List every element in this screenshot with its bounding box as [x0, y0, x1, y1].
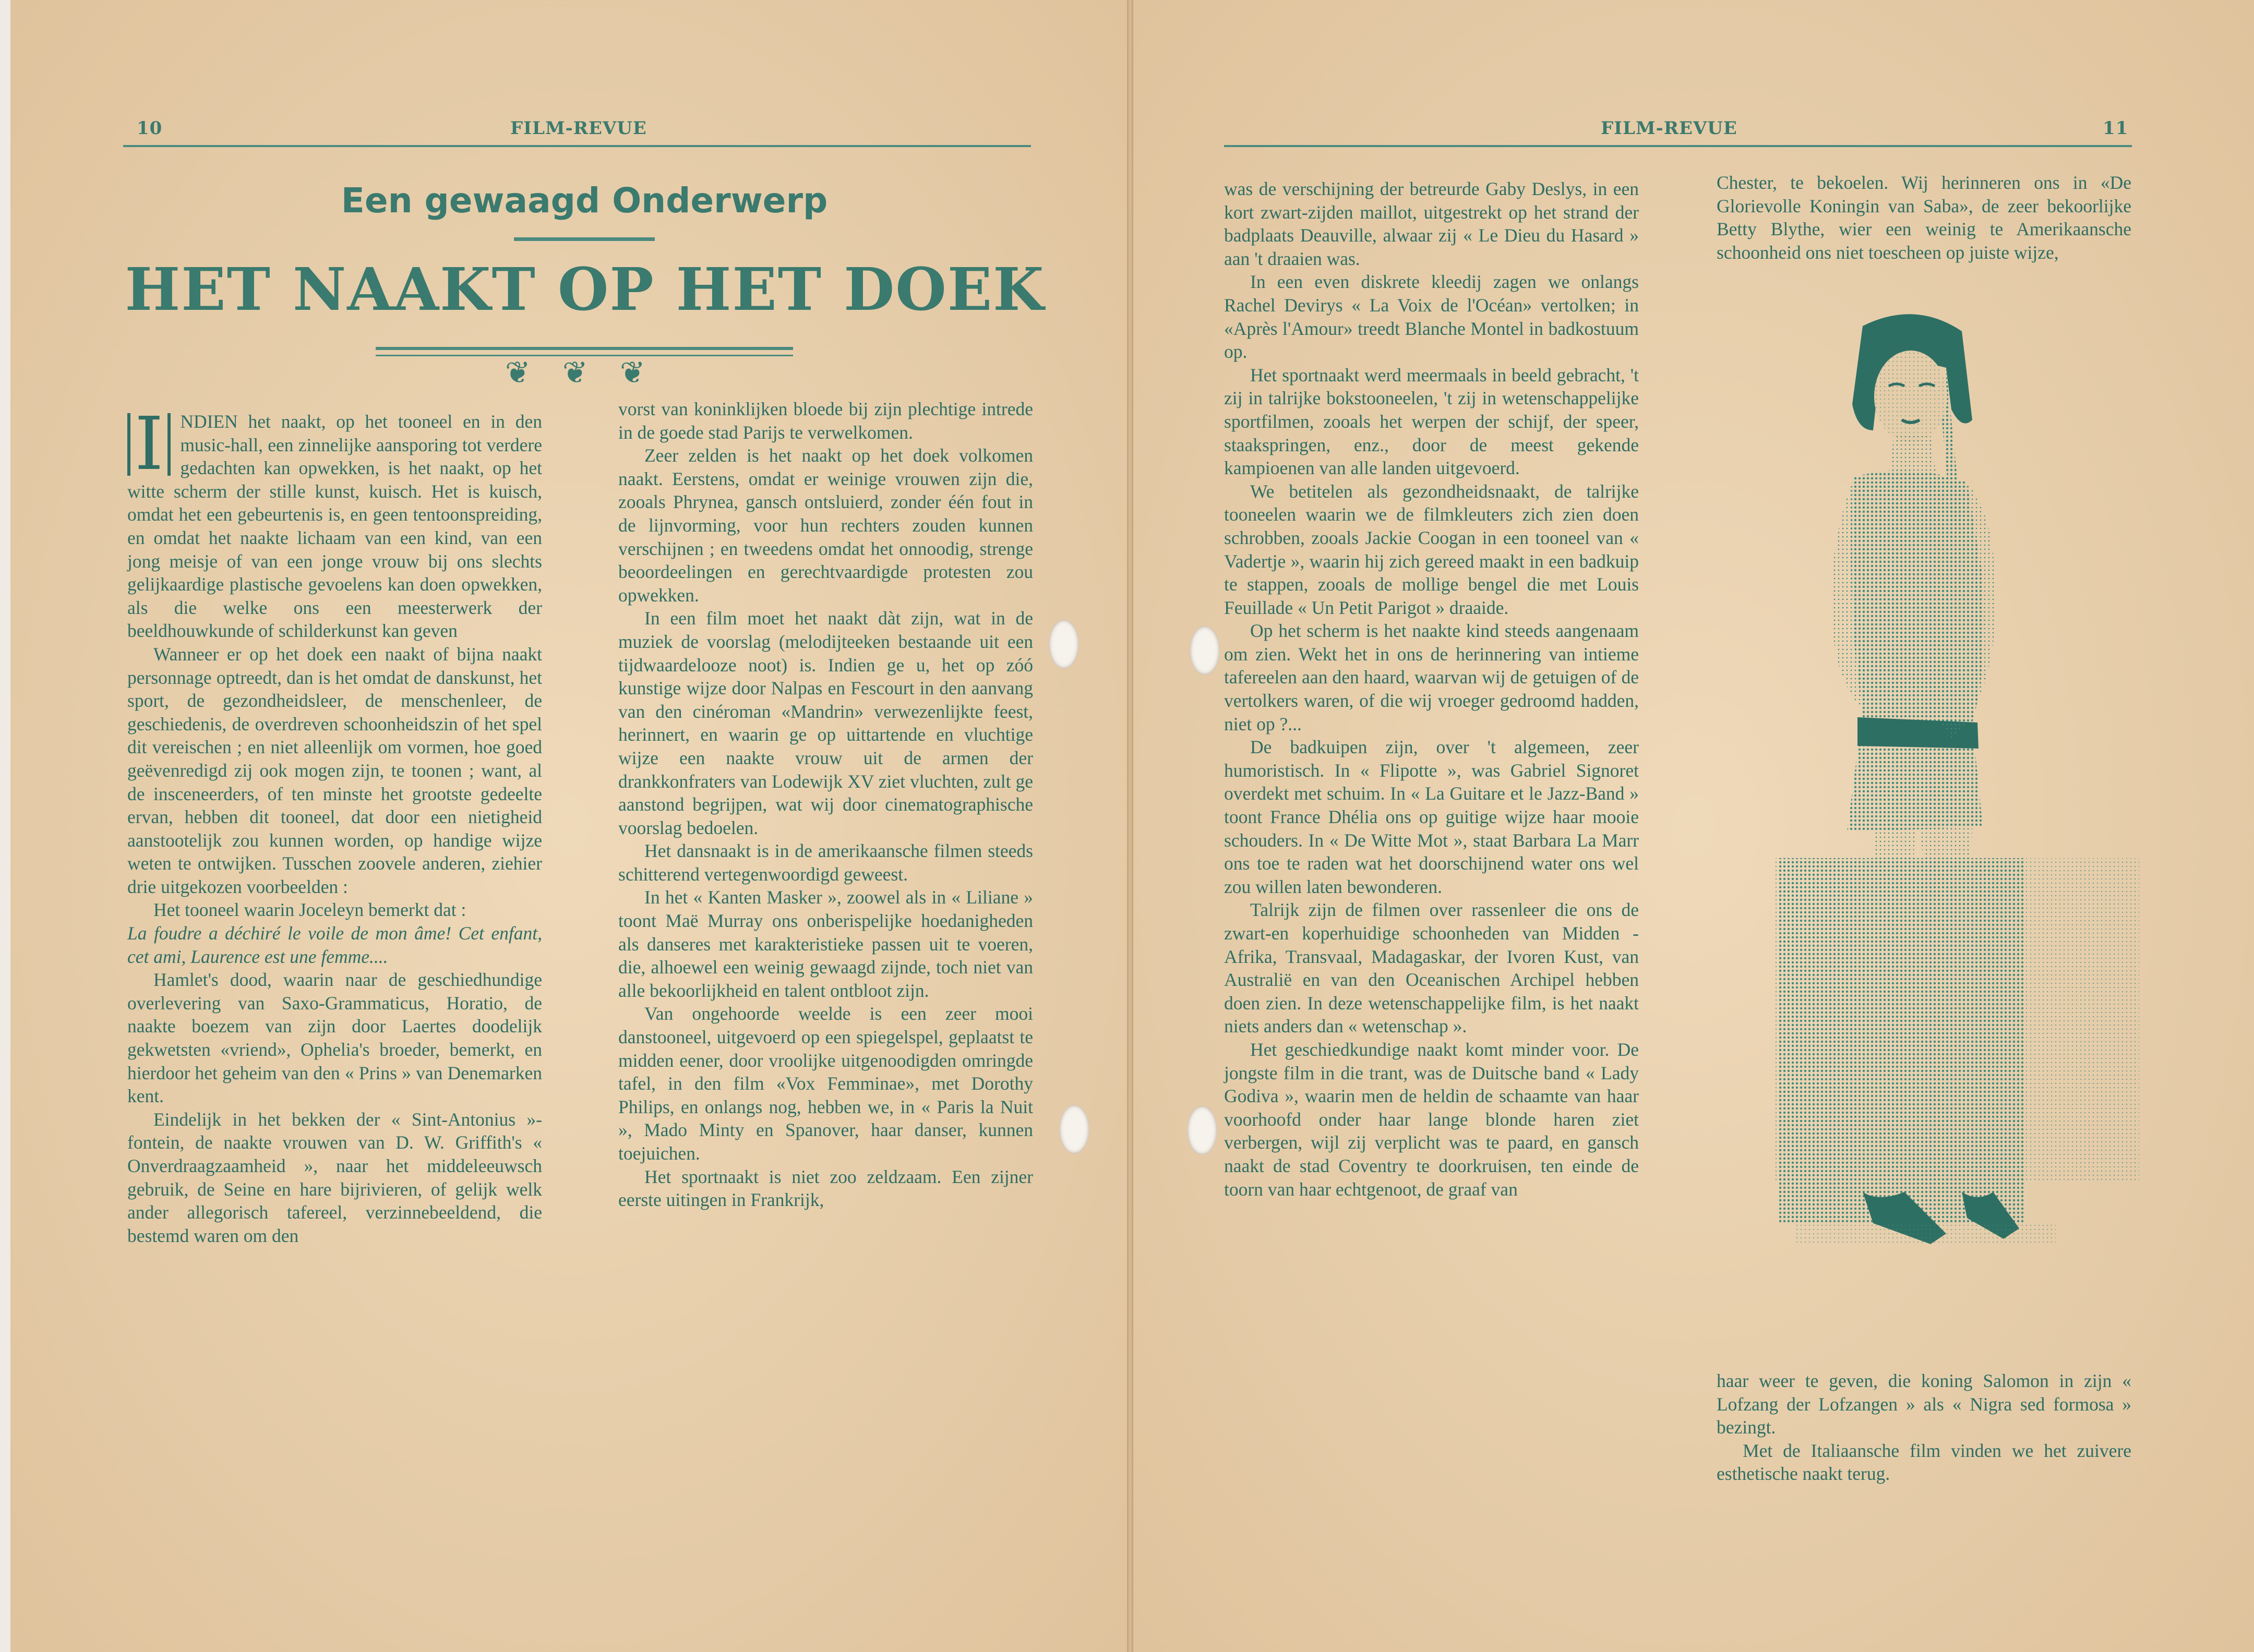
paragraph: Hamlet's dood, waarin naar de geschiedhundige overlevering van Saxo-Grammaticus, Horatio, de naakte boezem van zijn door Laertes doodelijk gekwetsten «vriend», Ophelia's broeder, bemerkt, en hierdoor het geheim van den « Prins » van Denemarken kent. — [127, 969, 542, 1107]
paragraph: vorst van koninklijken bloede bij zijn plechtige intrede in de goede stad Parijs te verwelkomen. — [618, 399, 1033, 443]
paragraph: Het sportnaakt werd meermaals in beeld gebracht, 't zij in talrijke bokstooneelen, 't zij in wetenschappelijke sportfilmen, zooals het werpen der schijf, der speer, staakspringen, enz., door de meest gekende kampioenen van alle landen uitgevoerd. — [1224, 364, 1639, 479]
right-header-rule — [1224, 145, 2132, 147]
paragraph: was de verschijning der betreurde Gaby Deslys, in een kort zwart-zijden maillot, uitgestrekt op het strand der badplaats Deauville, alwaar zij « Le Dieu du Hasard » aan 't draaien was. — [1224, 178, 1639, 269]
left-column-2 — [618, 397, 1033, 1212]
paragraph: Talrijk zijn de filmen over rassenleer die ons de zwart-en koperhuidige schoonheden van Midden -Afrika, Transvaal, Madagaskar, der Ivoren Kust, van Australië en van den Oceanischen Archipel hebben doen zien. In deze wetenschappelijke film, is het naakt niets anders dan « wetenschap ». — [1224, 899, 1639, 1037]
right-running-header: FILM-REVUE — [1601, 118, 1737, 139]
actress-photo — [1774, 305, 2139, 1354]
paragraph: De badkuipen zijn, over 't algemeen, zeer humoristisch. In « Flipotte », was Gabriel Signoret overdekt met schuim. In « La Guitare et le Jazz-Band » toont France Dhélia ons op guitige wijze haar mooie schouders. In « De Witte Mot », staat Barbara La Marr ons toe te raden wat het doorschijnend water ons wel zou willen laten bewonderen. — [1224, 737, 1639, 897]
article-kicker: Een gewaagd Onderwerp — [341, 180, 828, 221]
binder-hole — [1187, 1106, 1217, 1155]
ornament-icon: ❦ — [620, 355, 645, 390]
binder-hole — [1059, 1105, 1089, 1154]
left-running-header: FILM-REVUE — [510, 118, 647, 139]
headline-rule-top — [376, 347, 793, 350]
binder-hole — [1049, 620, 1079, 669]
left-header-rule — [123, 145, 1031, 147]
right-page-number: 11 — [2103, 118, 2129, 139]
left-page-number: 10 — [137, 118, 163, 139]
bathing-suit-figure-image — [1774, 305, 2139, 1354]
ornament-icon: ❦ — [562, 355, 588, 390]
paragraph: Eindelijk in het bekken der « Sint-Antonius »-fontein, de naakte vrouwen van D. W. Griffith's « Onverdraagzaamheid », naar het middeleeuwsch gebruik, de Seine en hare bijrivieren, of gelijk welk ander allegorisch tafereel, verzinnebeeldend, die bestemd waren om den — [127, 1108, 542, 1246]
left-column-1 — [127, 402, 542, 1247]
paragraph: Chester, te bekoelen. Wij herinneren ons in «De Glorievolle Koningin van Saba», de zeer bekoorlijke Betty Blythe, wier een weinig te Amerikaansche schoonheid ons niet toescheen op juiste wijze, — [1717, 172, 2131, 263]
french-quote: La foudre a déchiré le voile de mon âme! Cet enfant, cet ami, Laurence est une femme.... — [127, 923, 542, 967]
paragraph: In een film moet het naakt dàt zijn, wat in de muziek de voorslag (melodijteeken bestaande uit een tijdwaardelooze noot) is. Indien ge u, het op zóó kunstige wijze door Nalpas en Fescourt in den aanvang van den cinéroman «Mandrin» verwezenlijkte feest, herinnert, en waarin ge op uittartende en vluchtige wijze een naakte vrouw uit de armen der drankkonfraters van Lodewijk XV ziet vluchten, zult ge aanstond begrijpen, wat wij door cinematographische voorslag bedoelen. — [618, 608, 1033, 838]
right-column-2-bottom — [1717, 1369, 2131, 1486]
paragraph: Met de Italiaansche film vinden we het zuivere esthetische naakt terug. — [1717, 1440, 2131, 1485]
drop-cap: I — [127, 413, 171, 476]
paragraph: Het dansnaakt is in de amerikaansche filmen steeds schitterend vertegenwoordigd geweest. — [618, 840, 1033, 885]
paragraph: Wanneer er op het doek een naakt of bijna naakt personnage optreedt, dan is het omdat de danskunst, het sport, de gezondheidsleer, de menschenleer, de geschiedenis, de overdreven schoonheidszin of het spel dit vereischen ; en niet alleenlijk om vormen, hoe goed geëvenredigd zij ook mogen zijn, te toonen ; want, al de insceneerders, of ten minste het grootste gedeelte ervan, hebben dit tooneel, dat door een nietigheid aanstootelijk zou kunnen worden, op handige wijze weten te ontwijken. Tusschen zoovele anderen, ziehier drie uitgekozen voorbeelden : — [127, 643, 542, 897]
ornament-icon: ❦ — [505, 355, 531, 390]
paragraph: Het sportnaakt is niet zoo zeldzaam. Een zijner eerste uitingen in Frankrijk, — [618, 1166, 1033, 1211]
right-column-1 — [1224, 177, 1639, 1201]
right-column-2-top — [1717, 171, 2131, 264]
binder-hole — [1190, 626, 1220, 675]
paragraph: We betitelen als gezondheidsnaakt, de talrijke tooneelen waarin we de filmkleuters zich zien doen schrobben, zooals Jackie Coogan in een tooneel van « Vadertje », waarin hij zich gereed maakt in een badkuip te stappen, zooals de mollige bengel die met Louis Feuillade « Un Petit Parigot » draaide. — [1224, 480, 1639, 618]
page-gutter — [1127, 0, 1133, 1652]
paragraph: In het « Kanten Masker », zoowel als in « Liliane » toont Maë Murray ons onberispelijke hoedanigheden als danseres met karakteristieke passen uit te voeren, die, alhoewel een weinig gewaagd zijnde, toch niet van alle bekoorlijkheid en talent ontbloot zijn. — [618, 887, 1033, 1001]
paragraph: Het geschiedkundige naakt komt minder voor. De jongste film in die trant, was de Duitsche band « Lady Godiva », waarin men de heldin de schaamte van haar voorhoofd onder haar lange blonde haren ziet verbergen, wijl zij verplicht was te paard, en gansch naakt de stad Coventry te doorkruisen, ten einde de toorn van haar echtgenoot, de graaf van — [1224, 1039, 1639, 1200]
paragraph: Het tooneel waarin Joceleyn bemerkt dat : — [153, 899, 466, 921]
paragraph: haar weer te geven, die koning Salomon in zijn « Lofzang der Lofzangen » als « Nigra sed formosa » bezingt. — [1717, 1370, 2131, 1438]
paragraph: Van ongehoorde weelde is een zeer mooi danstooneel, uitgevoerd op een spiegelspel, geplaatst te midden eener, door vroolijke uitgenoodigden omringde tafel, in den film «Vox Femminae», met Dorothy Philips, en onlangs nog, hebben we, in « Paris la Nuit », Mado Minty en Spanover, haar danser, kunnen toejuichen. — [618, 1003, 1033, 1164]
paragraph: Zeer zelden is het naakt op het doek volkomen naakt. Eerstens, omdat er weinige vrouwen zijn die, zooals Phrynea, gansch ontsluierd, zonder één fout in de lijnvorming, voor hun rechters zouden kunnen verschijnen ; en tweedens omdat het onnoodig, strenge beoordeelingen en gerechtvaardigde protesten zou opwekken. — [618, 445, 1033, 606]
paragraph: Op het scherm is het naakte kind steeds aangenaam om zien. Wekt het in ons de herinnering van intieme tafereelen aan den haard, waarvan wij de getuigen of de vertolkers waren, of die wij vroeger gedroomd hadden, niet op ?... — [1224, 620, 1639, 734]
article-headline: HET NAAKT OP HET DOEK — [125, 256, 1045, 324]
paragraph: I NDIEN het naakt, op het tooneel en in den music-hall, een zinnelijke aansporing tot verdere gedachten kan opwekken, is het naakt, op het witte scherm der stille kunst, kuisch. Het is kuisch, omdat het een gebeurtenis is, en geen tentoonspreiding, en omdat het naakte lichaam van een kind, van een jong meisje of van een jonge vrouw bij ons slechts gelijkaardige plastische gevoelens kan doen opwekken, als die welke ons een meesterwerk der beeldhouwkunde of schilderkunst kan geven — [127, 402, 542, 642]
paragraph: In een even diskrete kleedij zagen we onlangs Rachel Devirys « La Voix de l'Océan» vertolken; in «Après l'Amour» treedt Blanche Montel in badkostuum op. — [1224, 271, 1639, 363]
kicker-underline — [514, 237, 655, 241]
